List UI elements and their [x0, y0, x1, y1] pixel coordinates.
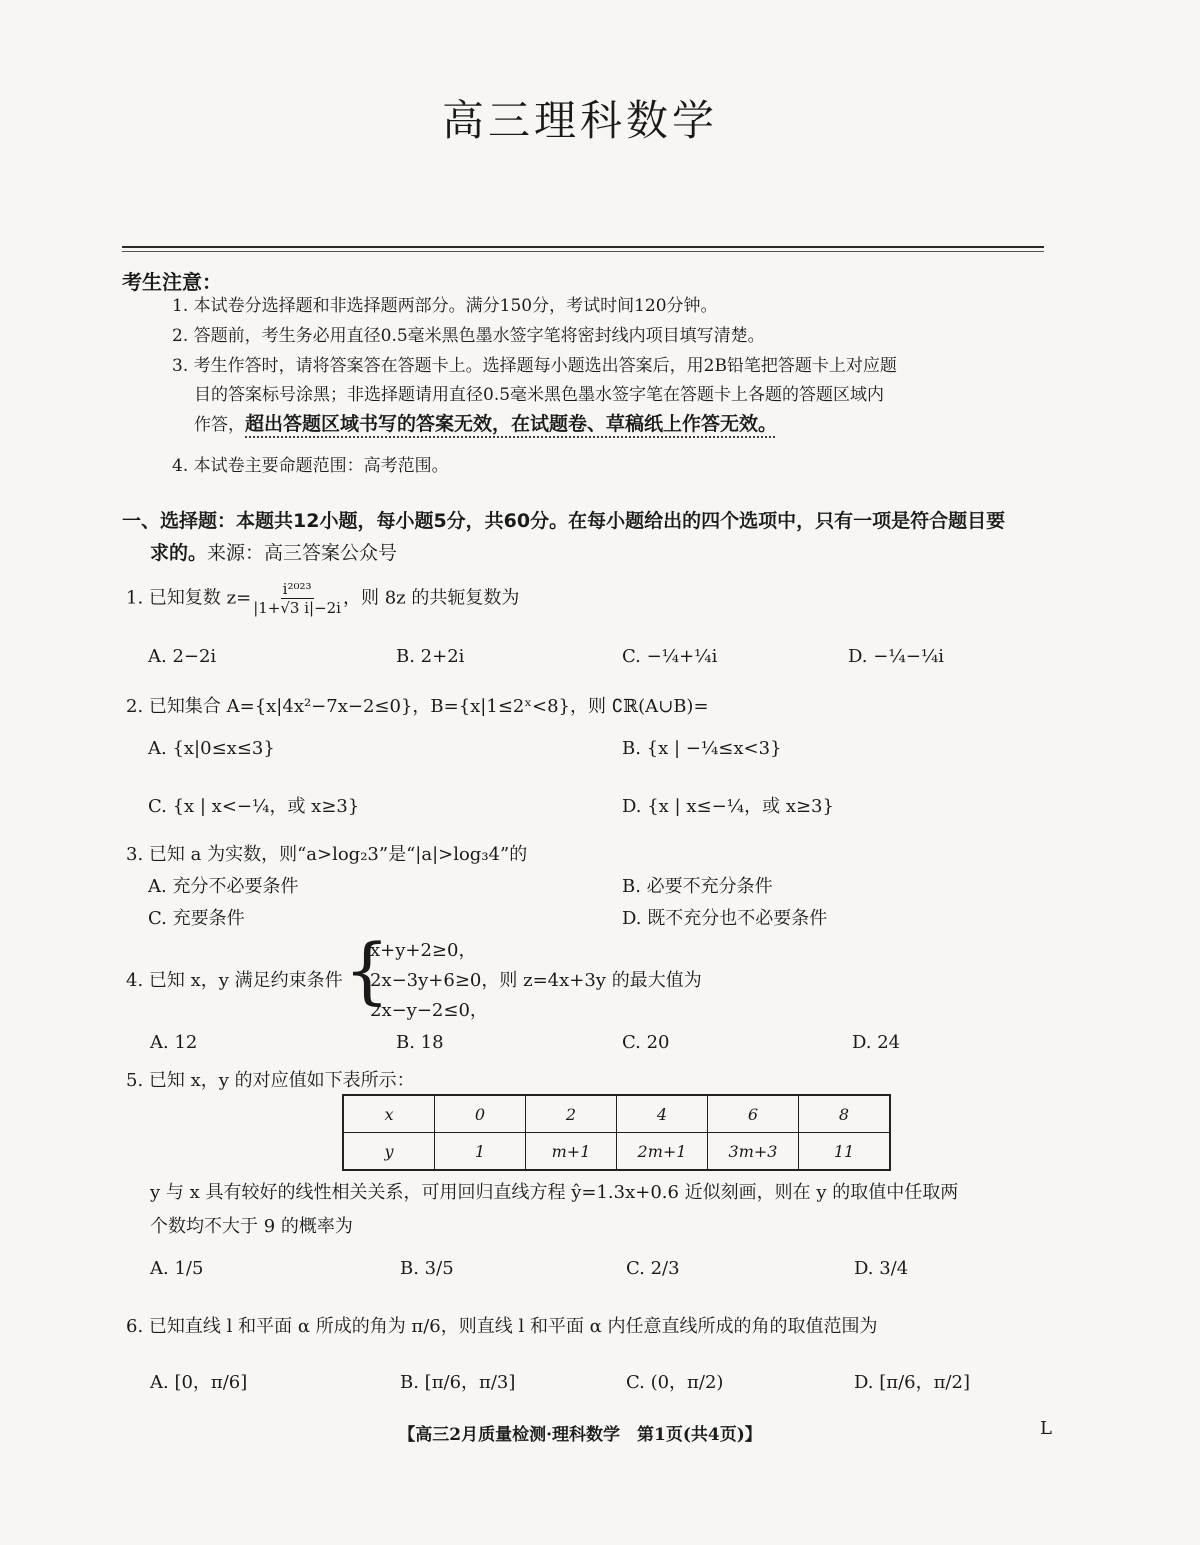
q4-brace: {: [344, 928, 390, 1012]
q2-option-a: A. {x|0≤x≤3}: [148, 738, 275, 759]
question-2: 2. 已知集合 A={x|4x²−7x−2≤0}，B={x|1≤2ˣ<8}，则 ∁ℝ(A∪B)=: [126, 696, 709, 717]
q1-suffix: ，则 8z 的共轭复数为: [342, 587, 520, 609]
section-heading-line1: 一、选择题：本题共12小题，每小题5分，共60分。在每小题给出的四个选项中，只有一项是符合题目要: [122, 510, 1006, 532]
q6-option-a: A. [0，π/6]: [150, 1372, 248, 1393]
q1-numerator: i²⁰²³: [282, 580, 312, 598]
table-cell: 4: [617, 1095, 708, 1133]
exam-title: 高三理科数学: [441, 96, 718, 145]
q2-option-b: B. {x | −¼≤x<3}: [622, 738, 782, 759]
q1-fraction: [253, 580, 341, 617]
q4-constraint-1: x+y+2≥0，: [370, 940, 477, 961]
q2-option-d: D. {x | x≤−¼，或 x≥3}: [622, 796, 834, 817]
notice-heading: 考生注意：: [122, 270, 222, 294]
source-note: 来源：高三答案公众号: [207, 542, 398, 564]
table-cell: 3m+3: [708, 1133, 799, 1171]
q6-option-c: C. (0，π/2): [626, 1372, 724, 1393]
notice-item-2: 2. 答题前，考生务必用直径0.5毫米黑色墨水签字笔将密封线内项目填写清楚。: [172, 326, 765, 346]
table-cell: 2: [526, 1095, 617, 1133]
section-heading: [122, 505, 1052, 569]
q6-option-b: B. [π/6，π/3]: [400, 1372, 516, 1393]
q6-option-d: D. [π/6，π/2]: [854, 1372, 970, 1393]
question-5: 5. 已知 x，y 的对应值如下表所示：: [126, 1070, 415, 1091]
table-cell: 0: [435, 1095, 526, 1133]
q5-option-b: B. 3/5: [400, 1258, 454, 1279]
q4-option-b: B. 18: [396, 1032, 444, 1053]
header-rule-thin: [122, 251, 1044, 252]
table-cell: 2m+1: [617, 1133, 708, 1171]
question-1: [126, 580, 519, 617]
table-cell: 6: [708, 1095, 799, 1133]
corner-mark: L: [1040, 1418, 1052, 1439]
q3-option-d: D. 既不充分也不必要条件: [622, 908, 828, 929]
table-row-x: [343, 1095, 890, 1133]
q4-option-c: C. 20: [622, 1032, 670, 1053]
q4-prefix: 4. 已知 x，y 满足约束条件: [126, 970, 343, 991]
notice-emphasis: 超出答题区域书写的答案无效，在试题卷、草稿纸上作答无效。: [245, 413, 778, 435]
q1-denominator: |1+√3 i|−2i: [253, 599, 341, 617]
notice-item-1: 1. 本试卷分选择题和非选择题两部分。满分150分，考试时间120分钟。: [172, 296, 718, 316]
q1-option-b: B. 2+2i: [396, 646, 465, 667]
table-cell: m+1: [526, 1133, 617, 1171]
table-row-y: [343, 1133, 890, 1171]
q5-option-d: D. 3/4: [854, 1258, 909, 1279]
q4-constraint-2: [370, 966, 702, 992]
q4-constraint-3: 2x−y−2≤0，: [370, 1000, 488, 1021]
q4-option-d: D. 24: [852, 1032, 901, 1053]
q5-text-line2: 个数均不大于 9 的概率为: [150, 1216, 353, 1237]
header-rule: [122, 246, 1044, 248]
q4-option-a: A. 12: [150, 1032, 198, 1053]
question-3: 3. 已知 a 为实数，则“a>log₂3”是“|a|>log₃4”的: [126, 844, 528, 865]
q3-option-a: A. 充分不必要条件: [148, 876, 299, 897]
notice-item-3: 3. 考生作答时，请将答案答在答题卡上。选择题每小题选出答案后，用2B铅笔把答题卡上对应题: [172, 356, 897, 376]
q5-text-line1: y 与 x 具有较好的线性相关关系，可用回归直线方程 ŷ=1.3x+0.6 近似刻画，则在 y 的取值中任取两: [150, 1182, 959, 1203]
q3-option-b: B. 必要不充分条件: [622, 876, 773, 897]
notice-item-3-cont: 目的答案标号涂黑；非选择题请用直径0.5毫米黑色墨水签字笔在答题卡上各题的答题区域内: [194, 385, 885, 405]
q1-option-d: D. −¼−¼i: [848, 646, 945, 667]
table-cell: 11: [799, 1133, 891, 1171]
q4-suffix: 则 z=4x+3y 的最大值为: [499, 970, 702, 991]
q3-option-c: C. 充要条件: [148, 908, 245, 929]
table-cell: 1: [435, 1133, 526, 1171]
q1-prefix: 1. 已知复数 z=: [126, 587, 252, 609]
q5-option-c: C. 2/3: [626, 1258, 680, 1279]
section-heading-end: 求的。: [150, 542, 208, 564]
table-header-y: y: [343, 1133, 435, 1171]
q2-option-c: C. {x | x<−¼，或 x≥3}: [148, 796, 360, 817]
question-6: 6. 已知直线 l 和平面 α 所成的角为 π/6，则直线 l 和平面 α 内任意直线所成的角的取值范围为: [126, 1316, 878, 1337]
q1-option-c: C. −¼+¼i: [622, 646, 718, 667]
page-footer: 【高三2月质量检测·理科数学 第1页(共4页)】: [398, 1425, 762, 1445]
xy-table: [342, 1094, 891, 1171]
section-heading-line2: [122, 537, 1052, 569]
q1-option-a: A. 2−2i: [148, 646, 217, 667]
q5-option-a: A. 1/5: [150, 1258, 204, 1279]
notice-item-3-end: [194, 412, 1074, 437]
notice-answer-label: 作答，: [194, 415, 245, 435]
notice-item-4: 4. 本试卷主要命题范围：高考范围。: [172, 456, 449, 476]
table-header-x: x: [343, 1095, 435, 1133]
q4-constraint-2-text: 2x−3y+6≥0，: [370, 970, 500, 991]
table-cell: 8: [799, 1095, 891, 1133]
